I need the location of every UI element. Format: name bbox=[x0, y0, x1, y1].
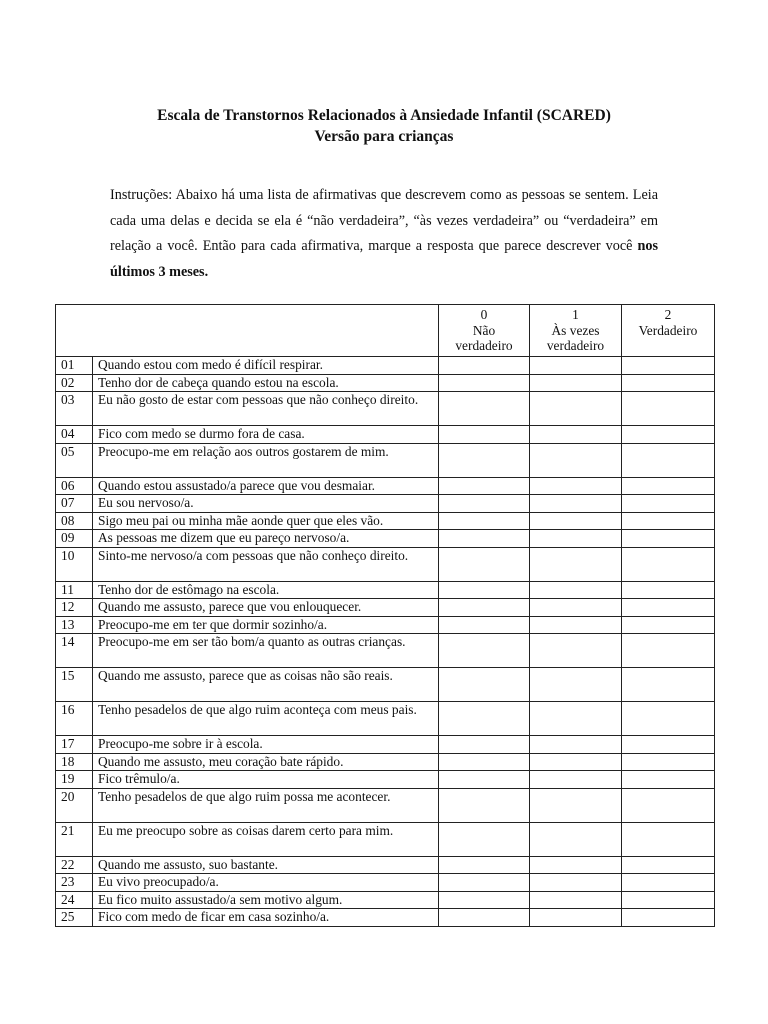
answer-cell-1[interactable] bbox=[530, 788, 622, 822]
item-text: As pessoas me dizem que eu pareço nervoso/a. bbox=[93, 530, 439, 548]
answer-cell-1[interactable] bbox=[530, 599, 622, 617]
answer-cell-0[interactable] bbox=[439, 909, 530, 927]
item-text: Preocupo-me em relação aos outros gostarem de mim. bbox=[93, 443, 439, 477]
answer-cell-1[interactable] bbox=[530, 634, 622, 668]
page-subtitle: Versão para crianças bbox=[314, 128, 454, 145]
answer-cell-1[interactable] bbox=[530, 547, 622, 581]
scared-questionnaire-table bbox=[55, 304, 715, 927]
item-number: 09 bbox=[56, 530, 93, 548]
item-text: Quando estou assustado/a parece que vou desmaiar. bbox=[93, 477, 439, 495]
instructions-paragraph bbox=[110, 183, 658, 285]
answer-cell-0[interactable] bbox=[439, 477, 530, 495]
page-title: Escala de Transtornos Relacionados à Ansiedade Infantil (SCARED) bbox=[157, 107, 611, 124]
table-row bbox=[56, 392, 715, 426]
option-label: Não bbox=[472, 322, 496, 338]
item-text: Preocupo-me em ter que dormir sozinho/a. bbox=[93, 616, 439, 634]
item-number: 23 bbox=[56, 874, 93, 892]
answer-cell-2[interactable] bbox=[622, 891, 715, 909]
table-row bbox=[56, 822, 715, 856]
item-number: 14 bbox=[56, 634, 93, 668]
answer-cell-1[interactable] bbox=[530, 856, 622, 874]
table-row bbox=[56, 856, 715, 874]
item-number: 21 bbox=[56, 822, 93, 856]
item-number: 08 bbox=[56, 512, 93, 530]
item-number: 17 bbox=[56, 736, 93, 754]
answer-cell-0[interactable] bbox=[439, 771, 530, 789]
item-text: Eu fico muito assustado/a sem motivo algum. bbox=[93, 891, 439, 909]
item-number: 19 bbox=[56, 771, 93, 789]
answer-cell-2[interactable] bbox=[622, 668, 715, 702]
item-number: 12 bbox=[56, 599, 93, 617]
item-text: Fico trêmulo/a. bbox=[93, 771, 439, 789]
answer-cell-2[interactable] bbox=[622, 530, 715, 548]
item-text: Preocupo-me em ser tão bom/a quanto as outras crianças. bbox=[93, 634, 439, 668]
answer-cell-1[interactable] bbox=[530, 668, 622, 702]
answer-cell-2[interactable] bbox=[622, 771, 715, 789]
answer-cell-1[interactable] bbox=[530, 753, 622, 771]
item-number: 01 bbox=[56, 357, 93, 375]
item-text: Preocupo-me sobre ir à escola. bbox=[93, 736, 439, 754]
answer-cell-1[interactable] bbox=[530, 771, 622, 789]
answer-cell-0[interactable] bbox=[439, 702, 530, 736]
item-number: 18 bbox=[56, 753, 93, 771]
table-row bbox=[56, 512, 715, 530]
answer-cell-0[interactable] bbox=[439, 822, 530, 856]
item-number: 06 bbox=[56, 477, 93, 495]
item-number: 03 bbox=[56, 392, 93, 426]
item-number: 04 bbox=[56, 426, 93, 444]
table-row bbox=[56, 702, 715, 736]
answer-cell-0[interactable] bbox=[439, 392, 530, 426]
answer-cell-2[interactable] bbox=[622, 495, 715, 513]
option-label: Às vezes bbox=[551, 322, 600, 338]
table-row bbox=[56, 530, 715, 548]
item-number: 25 bbox=[56, 909, 93, 927]
item-text: Fico com medo se durmo fora de casa. bbox=[93, 426, 439, 444]
answer-cell-0[interactable] bbox=[439, 668, 530, 702]
answer-cell-0[interactable] bbox=[439, 856, 530, 874]
option-label: verdadeiro bbox=[546, 338, 605, 353]
item-text: Eu sou nervoso/a. bbox=[93, 495, 439, 513]
table-row bbox=[56, 477, 715, 495]
option-score: 0 bbox=[480, 307, 488, 322]
answer-cell-1[interactable] bbox=[530, 581, 622, 599]
answer-cell-2[interactable] bbox=[622, 443, 715, 477]
answer-cell-0[interactable] bbox=[439, 891, 530, 909]
answer-cell-2[interactable] bbox=[622, 512, 715, 530]
answer-cell-0[interactable] bbox=[439, 495, 530, 513]
table-row bbox=[56, 426, 715, 444]
option-header-2 bbox=[622, 305, 715, 357]
item-text: Sigo meu pai ou minha mãe aonde quer que eles vão. bbox=[93, 512, 439, 530]
answer-cell-0[interactable] bbox=[439, 530, 530, 548]
answer-cell-2[interactable] bbox=[622, 736, 715, 754]
answer-cell-2[interactable] bbox=[622, 477, 715, 495]
answer-cell-2[interactable] bbox=[622, 599, 715, 617]
item-text: Quando me assusto, suo bastante. bbox=[93, 856, 439, 874]
answer-cell-1[interactable] bbox=[530, 616, 622, 634]
table-row bbox=[56, 634, 715, 668]
table-row bbox=[56, 788, 715, 822]
answer-cell-0[interactable] bbox=[439, 599, 530, 617]
table-row bbox=[56, 374, 715, 392]
item-number: 02 bbox=[56, 374, 93, 392]
answer-cell-0[interactable] bbox=[439, 357, 530, 375]
answer-cell-2[interactable] bbox=[622, 856, 715, 874]
item-text: Fico com medo de ficar em casa sozinho/a. bbox=[93, 909, 439, 927]
option-header-1 bbox=[530, 305, 622, 357]
answer-cell-1[interactable] bbox=[530, 702, 622, 736]
header-empty-cell bbox=[56, 305, 439, 357]
table-row bbox=[56, 771, 715, 789]
table-row bbox=[56, 547, 715, 581]
table-row bbox=[56, 736, 715, 754]
answer-cell-0[interactable] bbox=[439, 581, 530, 599]
item-number: 13 bbox=[56, 616, 93, 634]
item-text: Tenho pesadelos de que algo ruim aconteça com meus pais. bbox=[93, 702, 439, 736]
answer-cell-2[interactable] bbox=[622, 616, 715, 634]
answer-cell-2[interactable] bbox=[622, 909, 715, 927]
answer-cell-1[interactable] bbox=[530, 426, 622, 444]
table-row bbox=[56, 581, 715, 599]
answer-cell-2[interactable] bbox=[622, 581, 715, 599]
item-text: Sinto-me nervoso/a com pessoas que não conheço direito. bbox=[93, 547, 439, 581]
answer-cell-1[interactable] bbox=[530, 736, 622, 754]
item-number: 22 bbox=[56, 856, 93, 874]
item-text: Quando estou com medo é difícil respirar. bbox=[93, 357, 439, 375]
item-number: 10 bbox=[56, 547, 93, 581]
answer-cell-2[interactable] bbox=[622, 874, 715, 892]
item-text: Eu não gosto de estar com pessoas que não conheço direito. bbox=[93, 392, 439, 426]
option-label: Verdadeiro bbox=[638, 322, 698, 338]
answer-cell-1[interactable] bbox=[530, 512, 622, 530]
answer-cell-2[interactable] bbox=[622, 822, 715, 856]
item-number: 16 bbox=[56, 702, 93, 736]
answer-cell-1[interactable] bbox=[530, 392, 622, 426]
answer-cell-0[interactable] bbox=[439, 426, 530, 444]
answer-cell-2[interactable] bbox=[622, 788, 715, 822]
item-text: Eu me preocupo sobre as coisas darem certo para mim. bbox=[93, 822, 439, 856]
table-row bbox=[56, 668, 715, 702]
answer-cell-2[interactable] bbox=[622, 702, 715, 736]
answer-cell-1[interactable] bbox=[530, 495, 622, 513]
answer-cell-0[interactable] bbox=[439, 874, 530, 892]
item-number: 15 bbox=[56, 668, 93, 702]
item-text: Quando me assusto, parece que vou enlouquecer. bbox=[93, 599, 439, 617]
option-score: 1 bbox=[572, 307, 579, 322]
item-number: 20 bbox=[56, 788, 93, 822]
answer-cell-0[interactable] bbox=[439, 512, 530, 530]
answer-cell-0[interactable] bbox=[439, 753, 530, 771]
answer-cell-0[interactable] bbox=[439, 547, 530, 581]
item-text: Quando me assusto, meu coração bate rápido. bbox=[93, 753, 439, 771]
answer-cell-1[interactable] bbox=[530, 891, 622, 909]
answer-cell-1[interactable] bbox=[530, 477, 622, 495]
instructions-text: Instruções: Abaixo há uma lista de afirmativas que descrevem como as pessoas se sentem. Leia cada uma delas e decida se ela é “não verdadeira”, “às vezes verdadeira” ou “verdadeira” em relação a você. Então para cada afirmativa, marque a resposta que parece descrever você bbox=[110, 187, 658, 254]
item-number: 11 bbox=[56, 581, 93, 599]
table-row bbox=[56, 599, 715, 617]
answer-cell-1[interactable] bbox=[530, 443, 622, 477]
item-text: Tenho pesadelos de que algo ruim possa me acontecer. bbox=[93, 788, 439, 822]
answer-cell-1[interactable] bbox=[530, 909, 622, 927]
table-row bbox=[56, 357, 715, 375]
option-header-0 bbox=[439, 305, 530, 357]
answer-cell-1[interactable] bbox=[530, 530, 622, 548]
item-number: 05 bbox=[56, 443, 93, 477]
option-label: verdadeiro bbox=[455, 338, 513, 353]
header-row bbox=[56, 305, 715, 357]
item-number: 24 bbox=[56, 891, 93, 909]
answer-cell-0[interactable] bbox=[439, 374, 530, 392]
table-row bbox=[56, 753, 715, 771]
table-row bbox=[56, 874, 715, 892]
table-row bbox=[56, 909, 715, 927]
answer-cell-0[interactable] bbox=[439, 788, 530, 822]
table-row bbox=[56, 891, 715, 909]
answer-cell-0[interactable] bbox=[439, 736, 530, 754]
answer-cell-1[interactable] bbox=[530, 357, 622, 375]
answer-cell-2[interactable] bbox=[622, 753, 715, 771]
answer-cell-1[interactable] bbox=[530, 874, 622, 892]
item-number: 07 bbox=[56, 495, 93, 513]
answer-cell-1[interactable] bbox=[530, 374, 622, 392]
table-row bbox=[56, 616, 715, 634]
answer-cell-0[interactable] bbox=[439, 634, 530, 668]
table-row bbox=[56, 443, 715, 477]
answer-cell-0[interactable] bbox=[439, 616, 530, 634]
item-text: Tenho dor de cabeça quando estou na escola. bbox=[93, 374, 439, 392]
item-text: Eu vivo preocupado/a. bbox=[93, 874, 439, 892]
answer-cell-2[interactable] bbox=[622, 634, 715, 668]
option-score: 2 bbox=[664, 307, 672, 322]
item-text: Quando me assusto, parece que as coisas não são reais. bbox=[93, 668, 439, 702]
instructions-emphasis: nos últimos 3 meses. bbox=[110, 238, 658, 280]
answer-cell-2[interactable] bbox=[622, 374, 715, 392]
answer-cell-1[interactable] bbox=[530, 822, 622, 856]
answer-cell-0[interactable] bbox=[439, 443, 530, 477]
answer-cell-2[interactable] bbox=[622, 547, 715, 581]
answer-cell-2[interactable] bbox=[622, 426, 715, 444]
table-row bbox=[56, 495, 715, 513]
answer-cell-2[interactable] bbox=[622, 392, 715, 426]
answer-cell-2[interactable] bbox=[622, 357, 715, 375]
item-text: Tenho dor de estômago na escola. bbox=[93, 581, 439, 599]
